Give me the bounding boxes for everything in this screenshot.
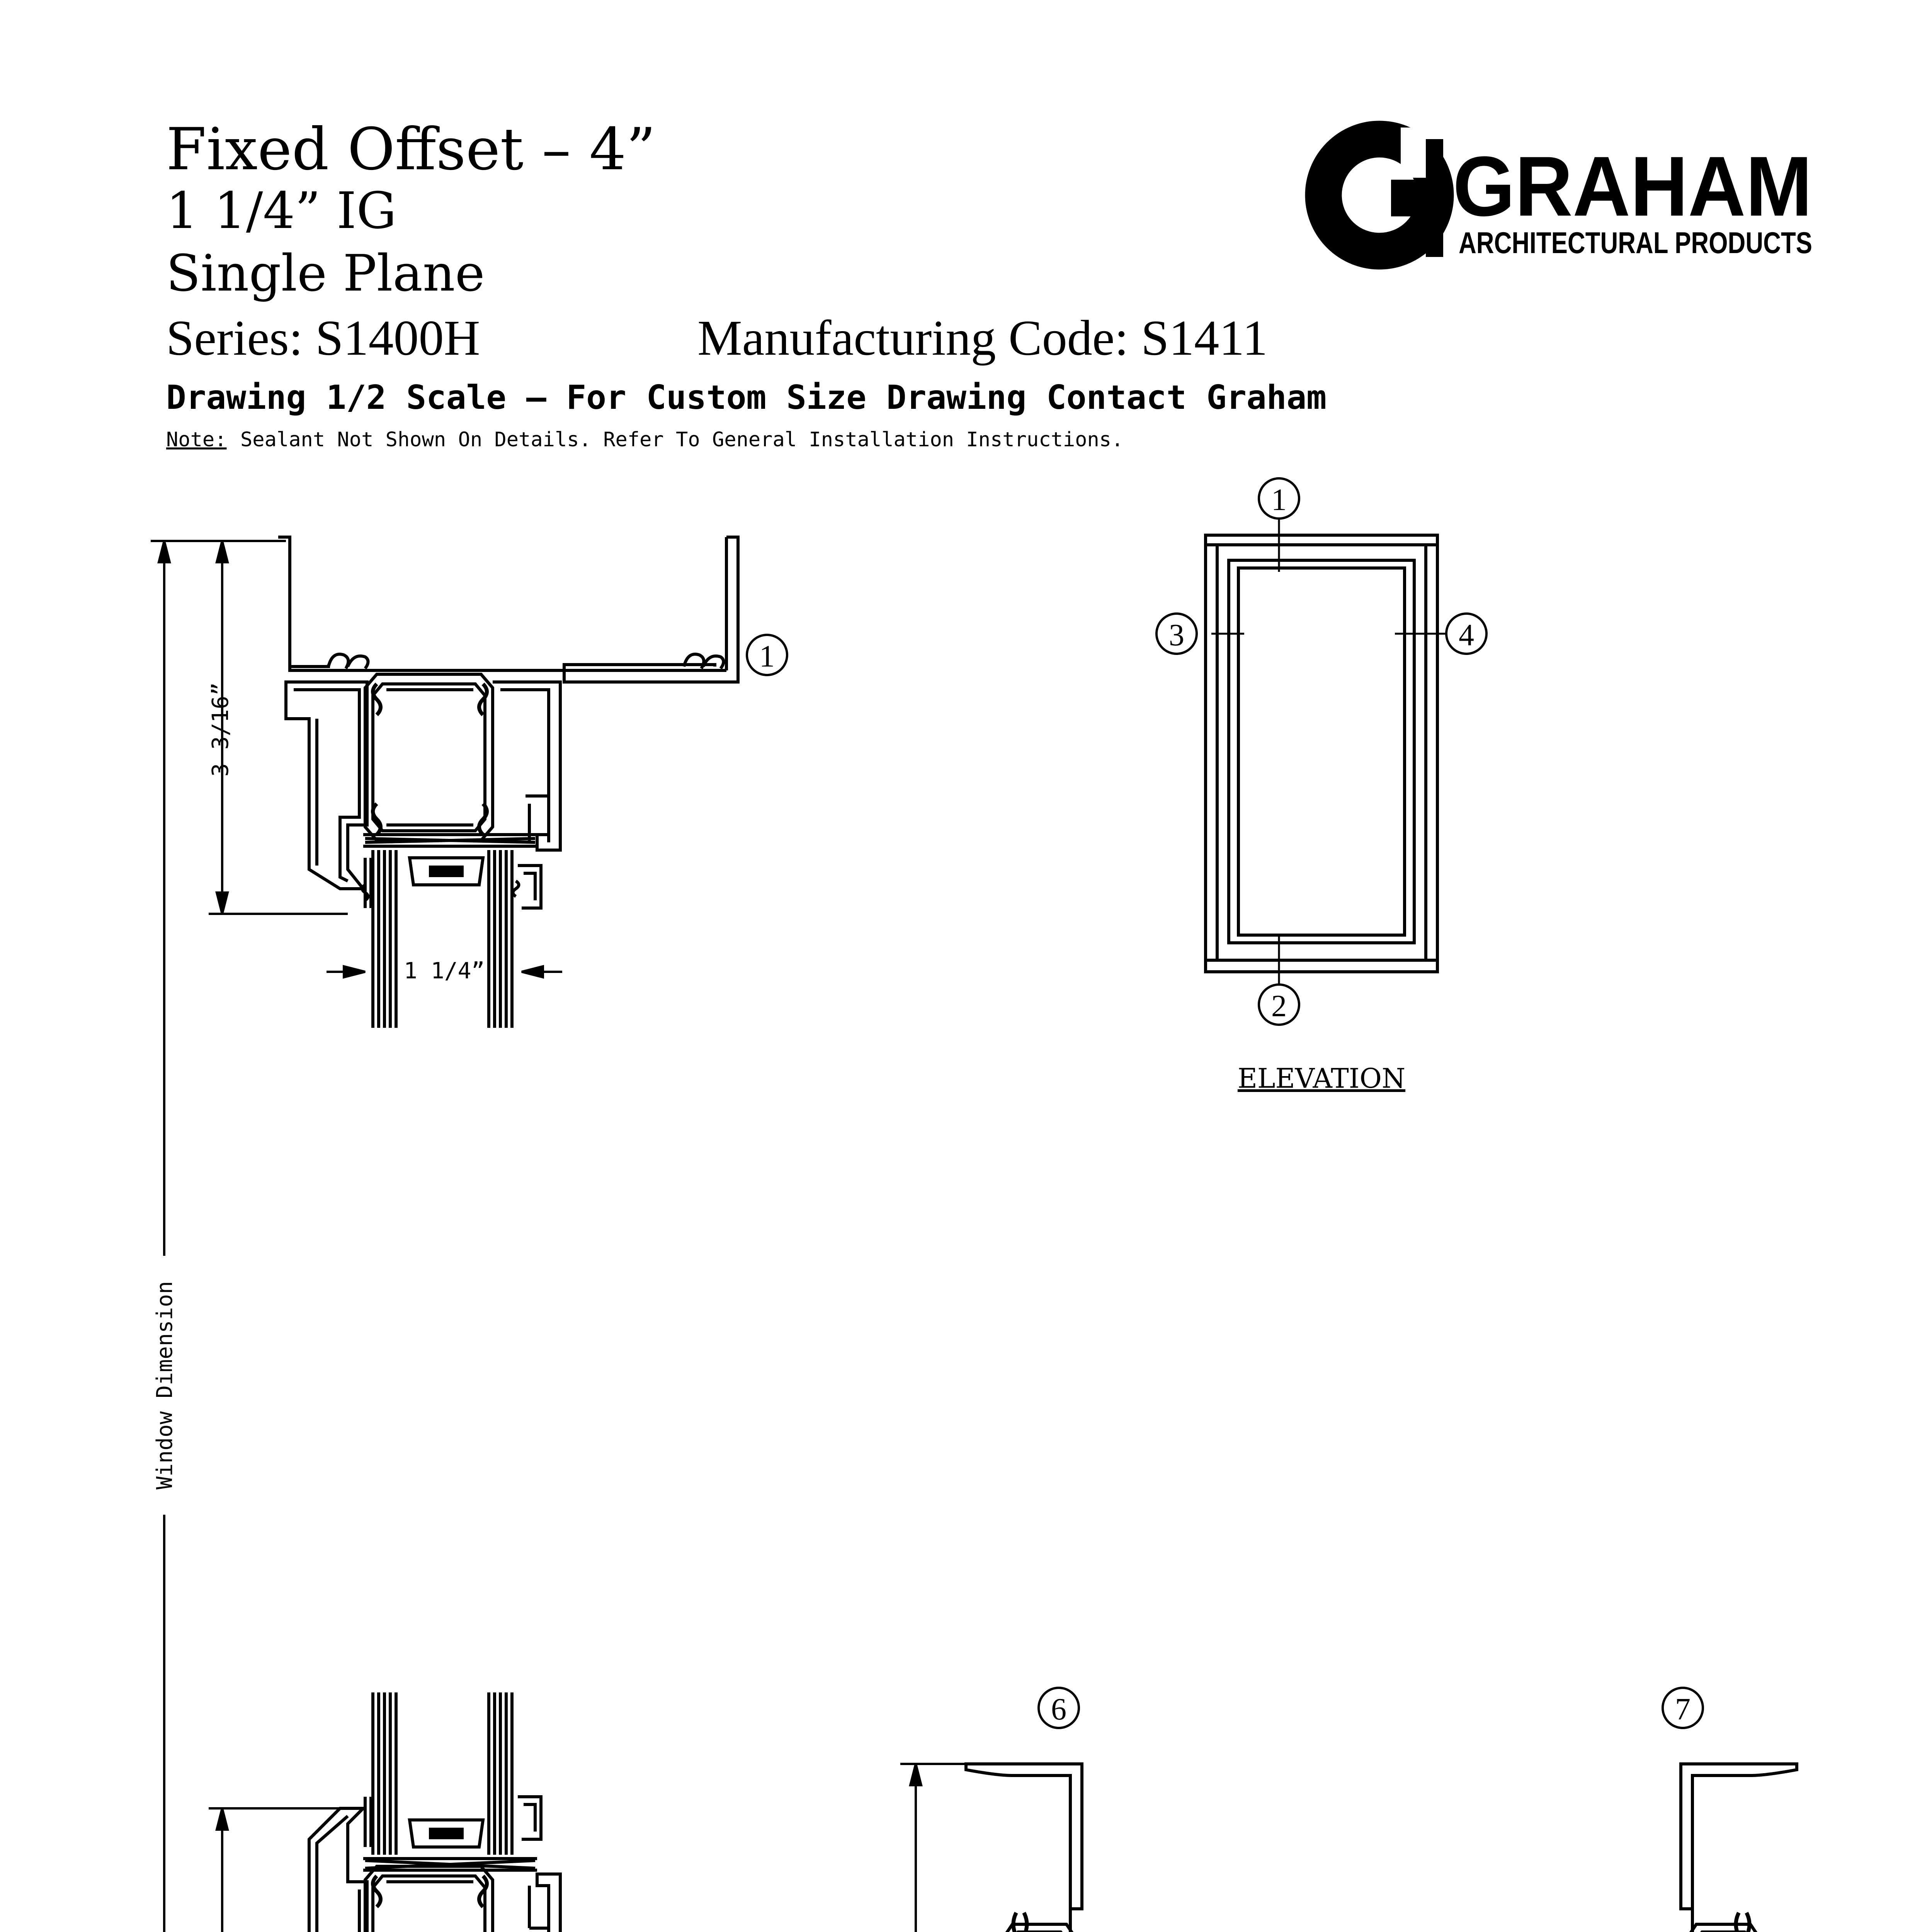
elevation-callout-3-icon	[1156, 614, 1197, 654]
callout-1-number: 1	[759, 639, 775, 673]
head-section-detail	[278, 537, 738, 1028]
elevation-callout-3-number: 3	[1169, 618, 1184, 652]
elevation-callout-1-number: 1	[1271, 483, 1287, 517]
title-line-2: 1 1/4” IG	[166, 181, 397, 240]
elevation-callout-2-number: 2	[1271, 989, 1287, 1023]
jamb-depth-dimension	[900, 1764, 966, 1932]
elevation-callout-4-icon	[1446, 614, 1486, 654]
glass-thickness-label: 1 1/4”	[404, 957, 485, 984]
logo-tagline: ARCHITECTURAL PRODUCTS	[1459, 226, 1812, 260]
sill-section-detail	[278, 1692, 738, 1932]
title-line-3: Single Plane	[166, 244, 485, 303]
elevation-callout-1-icon	[1259, 478, 1299, 519]
callout-6-number: 6	[1051, 1692, 1066, 1726]
callout-7-icon	[1663, 1688, 1703, 1728]
callout-6-icon	[1039, 1688, 1079, 1728]
note-label: Note:	[166, 428, 227, 451]
jamb-left-section-detail	[966, 1764, 1372, 1932]
elevation-callout-2-icon	[1259, 985, 1299, 1025]
title-line-1: Fixed Offset – 4”	[166, 116, 656, 183]
elevation-diagram	[1206, 535, 1437, 972]
elevation-label: ELEVATION	[1237, 1063, 1406, 1094]
head-height-label: 3 3/16”	[207, 682, 233, 777]
elevation-callout-leaders	[1211, 520, 1445, 983]
graham-logo	[1323, 128, 1812, 260]
jamb-right-section-detail	[1391, 1764, 1797, 1932]
callout-7-number: 7	[1675, 1692, 1690, 1726]
window-dimension-vertical	[151, 541, 209, 1932]
manufacturing-code: Manufacturing Code: S1411	[697, 310, 1268, 366]
elevation-callout-4-number: 4	[1459, 618, 1474, 652]
scale-note: Drawing 1/2 Scale – For Custom Size Drawing Contact Graham	[166, 378, 1327, 417]
note-text: Sealant Not Shown On Details. Refer To General Installation Instructions.	[240, 428, 1124, 451]
series-label: Series: S1400H	[166, 310, 480, 366]
window-dimension-vertical-label: Window Dimension	[152, 1281, 177, 1490]
logo-wordmark: GRAHAM	[1453, 139, 1812, 234]
callout-1-icon	[747, 635, 787, 675]
